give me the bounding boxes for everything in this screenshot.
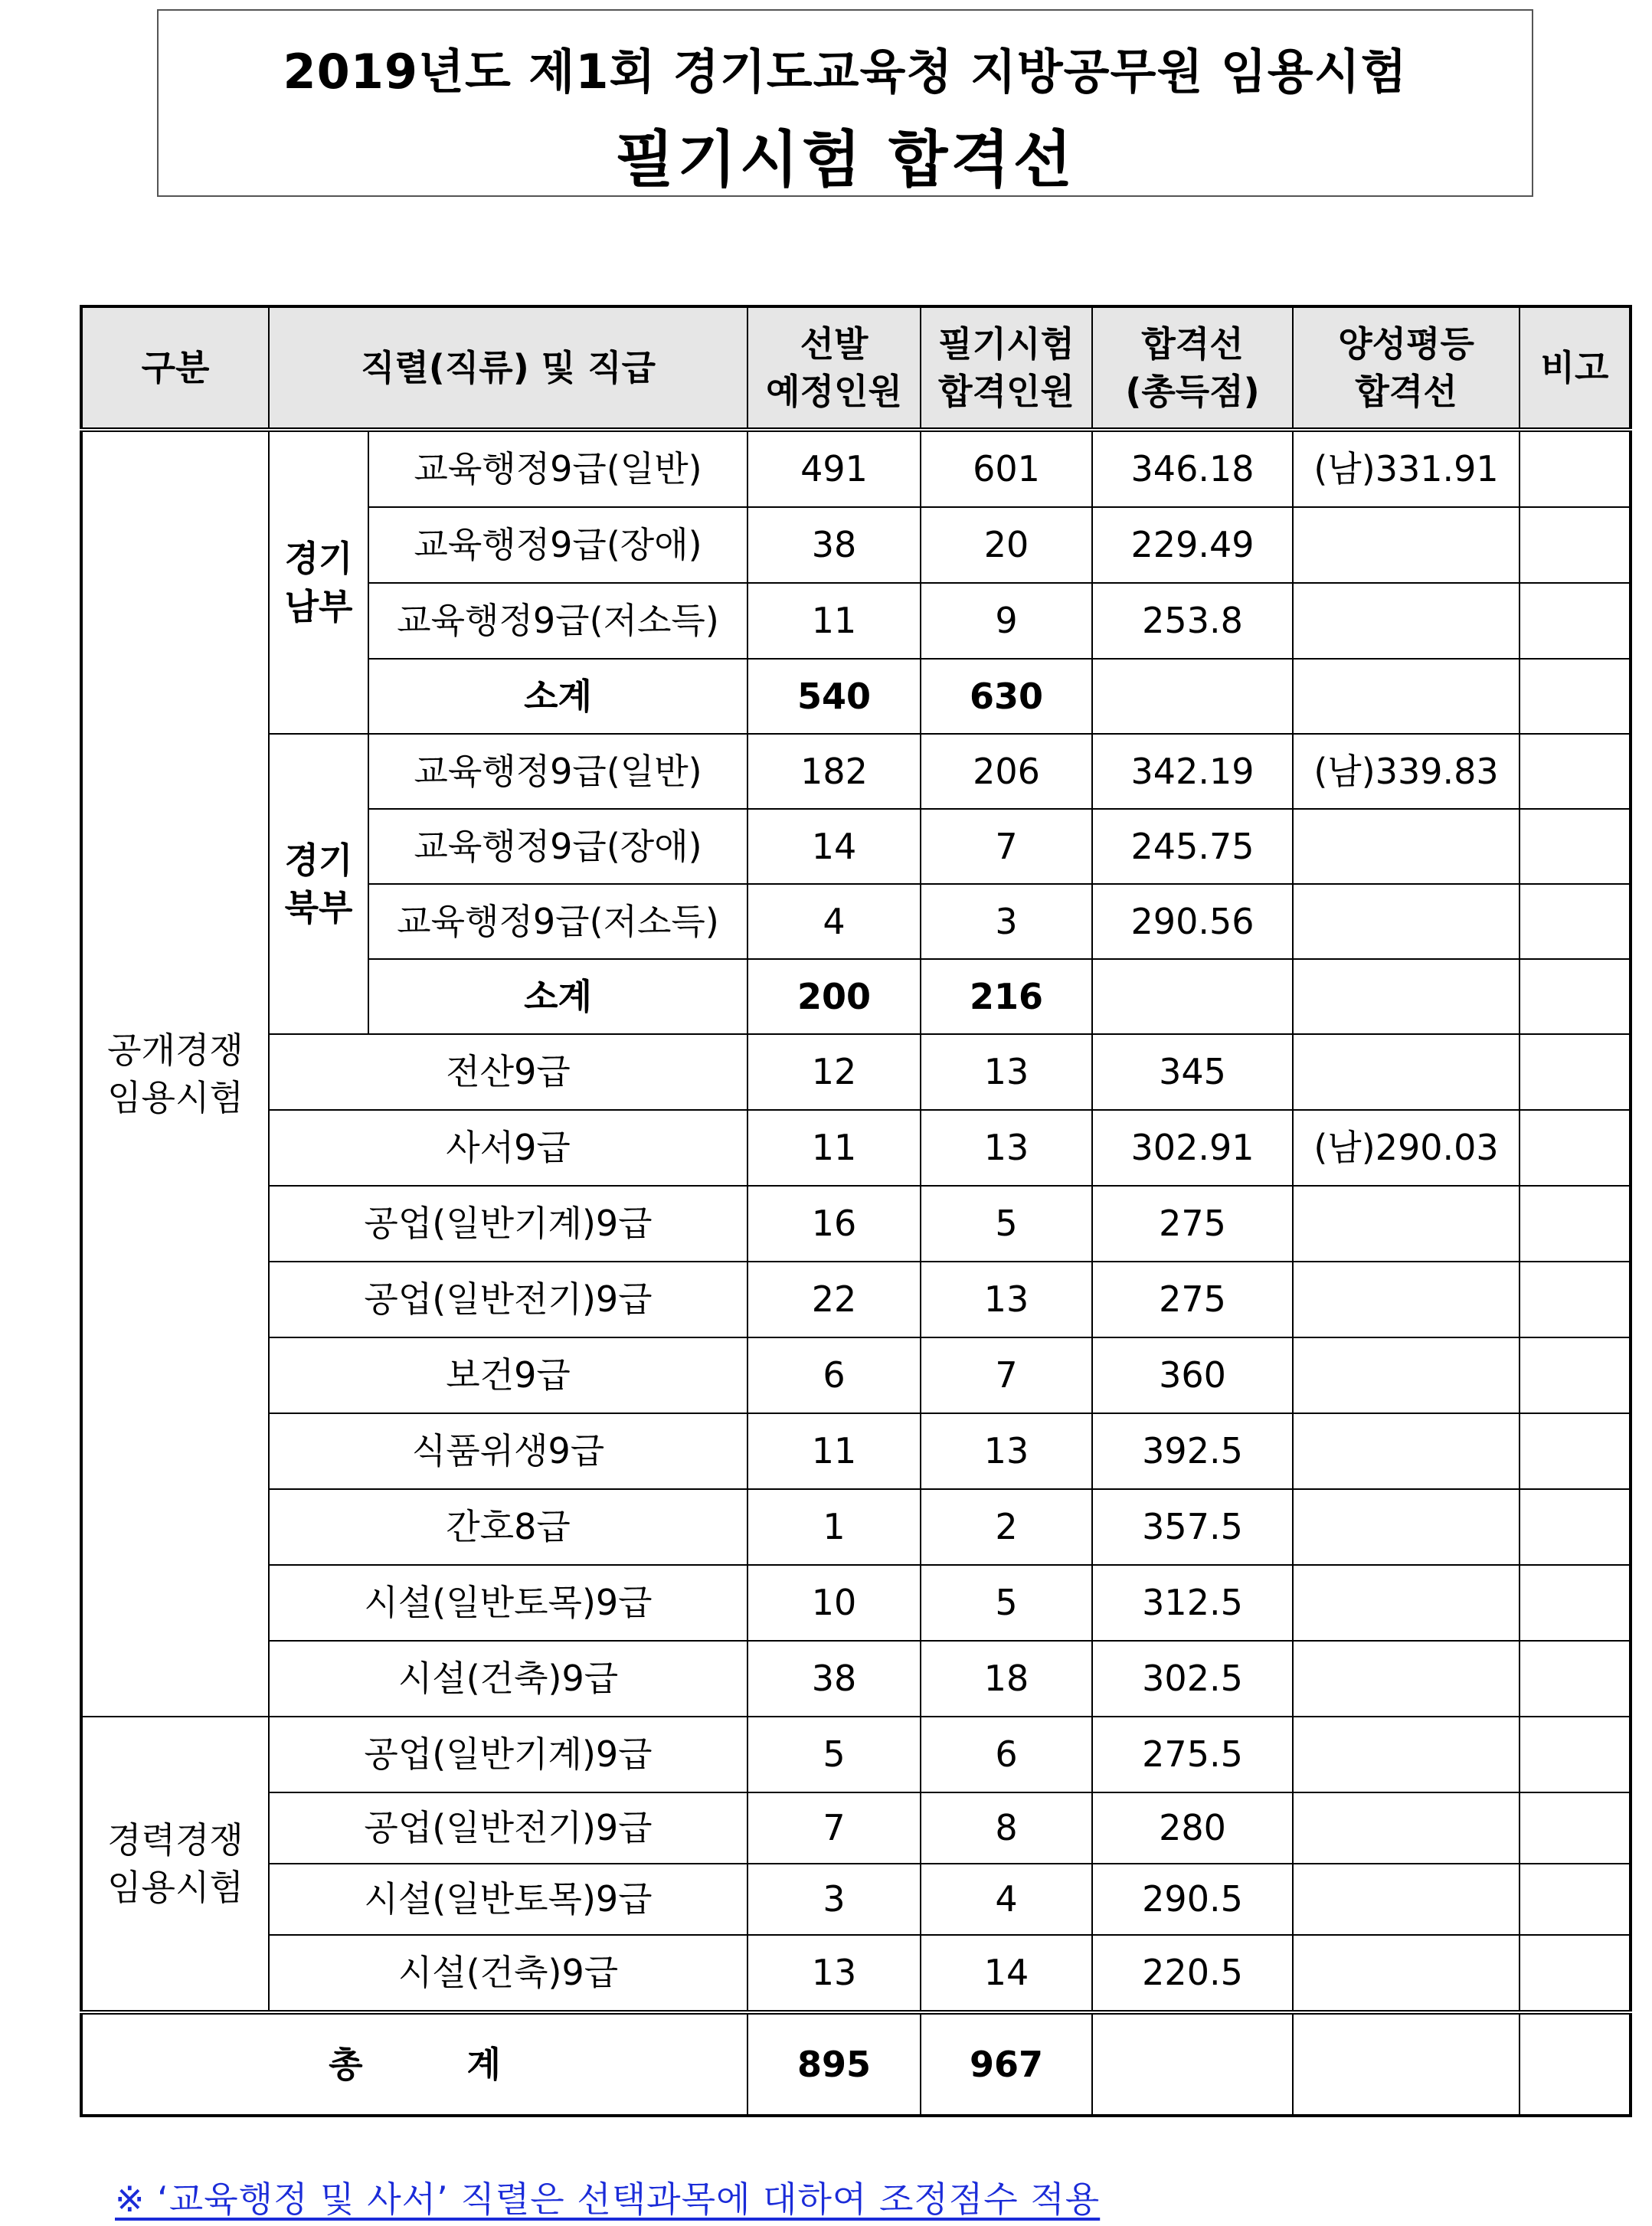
passed-count: 14 bbox=[921, 1935, 1092, 2012]
gender-cutoff bbox=[1293, 1864, 1520, 1935]
total-label: 총 계 bbox=[81, 2012, 747, 2116]
passed-count: 2 bbox=[921, 1489, 1092, 1565]
position-name: 간호8급 bbox=[269, 1489, 747, 1565]
planned-count: 5 bbox=[747, 1717, 921, 1792]
total-passed: 967 bbox=[921, 2012, 1092, 2116]
gender-cutoff: (남)290.03 bbox=[1293, 1110, 1520, 1186]
gender-cutoff bbox=[1293, 507, 1520, 583]
cutoff-score: 392.5 bbox=[1092, 1413, 1293, 1489]
planned-count: 182 bbox=[747, 734, 921, 809]
cutoff-score: 229.49 bbox=[1092, 507, 1293, 583]
note-cell bbox=[1520, 1489, 1631, 1565]
note-cell bbox=[1520, 1935, 1631, 2012]
passed-count: 3 bbox=[921, 884, 1092, 959]
subtotal-planned: 200 bbox=[747, 959, 921, 1034]
passed-count: 6 bbox=[921, 1717, 1092, 1792]
note-cell bbox=[1520, 1413, 1631, 1489]
position-name: 공업(일반전기)9급 bbox=[269, 1262, 747, 1337]
passed-count: 13 bbox=[921, 1034, 1092, 1110]
title-box bbox=[157, 9, 1533, 197]
gender-cutoff bbox=[1293, 1034, 1520, 1110]
header-position: 직렬(직류) 및 직급 bbox=[269, 306, 747, 430]
passed-count: 18 bbox=[921, 1641, 1092, 1717]
passed-count: 206 bbox=[921, 734, 1092, 809]
table-row bbox=[81, 1792, 1631, 1864]
passed-count: 13 bbox=[921, 1413, 1092, 1489]
table-row bbox=[81, 1110, 1631, 1186]
planned-count: 10 bbox=[747, 1565, 921, 1641]
planned-count: 1 bbox=[747, 1489, 921, 1565]
passed-count: 9 bbox=[921, 583, 1092, 659]
results-table bbox=[80, 305, 1632, 2117]
total-planned: 895 bbox=[747, 2012, 921, 2116]
position-name: 교육행정9급(저소득) bbox=[368, 583, 747, 659]
passed-count: 13 bbox=[921, 1110, 1092, 1186]
cutoff-score: 275.5 bbox=[1092, 1717, 1293, 1792]
header-passed: 필기시험 합격인원 bbox=[921, 306, 1092, 430]
subtotal-planned: 540 bbox=[747, 659, 921, 734]
table-row bbox=[81, 1034, 1631, 1110]
note-cell bbox=[1520, 959, 1631, 1034]
note-cell bbox=[1520, 507, 1631, 583]
note-cell bbox=[1520, 1641, 1631, 1717]
cutoff-score: 245.75 bbox=[1092, 809, 1293, 884]
group-career-competition: 경력경쟁 임용시험 bbox=[81, 1717, 269, 2012]
position-name: 공업(일반기계)9급 bbox=[269, 1717, 747, 1792]
note-cell bbox=[1520, 430, 1631, 507]
passed-count: 601 bbox=[921, 430, 1092, 507]
table-row bbox=[81, 1565, 1631, 1641]
planned-count: 6 bbox=[747, 1337, 921, 1413]
cutoff-score: 312.5 bbox=[1092, 1565, 1293, 1641]
cutoff-score: 275 bbox=[1092, 1186, 1293, 1262]
cutoff-score: 346.18 bbox=[1092, 430, 1293, 507]
table-row bbox=[81, 1489, 1631, 1565]
header-note: 비고 bbox=[1520, 306, 1631, 430]
cutoff-score: 290.56 bbox=[1092, 884, 1293, 959]
position-name: 전산9급 bbox=[269, 1034, 747, 1110]
table-row bbox=[81, 1864, 1631, 1935]
planned-count: 12 bbox=[747, 1034, 921, 1110]
cutoff-score: 345 bbox=[1092, 1034, 1293, 1110]
header-cutoff: 합격선 (총득점) bbox=[1092, 306, 1293, 430]
gender-cutoff: (남)339.83 bbox=[1293, 734, 1520, 809]
position-name: 교육행정9급(일반) bbox=[368, 430, 747, 507]
gender-cutoff bbox=[1293, 1717, 1520, 1792]
cutoff-score: 302.91 bbox=[1092, 1110, 1293, 1186]
group-open-competition: 공개경쟁 임용시험 bbox=[81, 430, 269, 1717]
table-header-row bbox=[81, 306, 1631, 430]
note-cell bbox=[1520, 1792, 1631, 1864]
cutoff-score: 253.8 bbox=[1092, 583, 1293, 659]
table-row bbox=[81, 1935, 1631, 2012]
position-name: 교육행정9급(장애) bbox=[368, 507, 747, 583]
cutoff-score bbox=[1092, 659, 1293, 734]
header-category: 구분 bbox=[81, 306, 269, 430]
region-gyeonggi-north: 경기 북부 bbox=[269, 734, 368, 1034]
gender-cutoff bbox=[1293, 1792, 1520, 1864]
gender-cutoff bbox=[1293, 1489, 1520, 1565]
planned-count: 38 bbox=[747, 1641, 921, 1717]
note-cell bbox=[1520, 1186, 1631, 1262]
note-cell bbox=[1520, 659, 1631, 734]
cutoff-score: 220.5 bbox=[1092, 1935, 1293, 2012]
passed-count: 20 bbox=[921, 507, 1092, 583]
gender-cutoff bbox=[1293, 1935, 1520, 2012]
passed-count: 4 bbox=[921, 1864, 1092, 1935]
subtotal-passed: 216 bbox=[921, 959, 1092, 1034]
gender-cutoff bbox=[1293, 583, 1520, 659]
position-name: 시설(건축)9급 bbox=[269, 1641, 747, 1717]
planned-count: 16 bbox=[747, 1186, 921, 1262]
gender-cutoff bbox=[1293, 659, 1520, 734]
table-row bbox=[81, 1641, 1631, 1717]
gender-cutoff bbox=[1293, 1641, 1520, 1717]
position-name: 교육행정9급(일반) bbox=[368, 734, 747, 809]
page-subtitle: 필기시험 합격선 bbox=[615, 124, 1075, 195]
page-title: 2019년도 제1회 경기도교육청 지방공무원 임용시험 bbox=[283, 44, 1408, 100]
cutoff-score: 342.19 bbox=[1092, 734, 1293, 809]
header-gender-cutoff: 양성평등 합격선 bbox=[1293, 306, 1520, 430]
gender-cutoff bbox=[1293, 1337, 1520, 1413]
planned-count: 4 bbox=[747, 884, 921, 959]
cutoff-score: 280 bbox=[1092, 1792, 1293, 1864]
note-cell bbox=[1520, 1110, 1631, 1186]
passed-count: 5 bbox=[921, 1186, 1092, 1262]
planned-count: 13 bbox=[747, 1935, 921, 2012]
gender-cutoff bbox=[1293, 1186, 1520, 1262]
note-cell bbox=[1520, 2012, 1631, 2116]
planned-count: 11 bbox=[747, 583, 921, 659]
table-row bbox=[81, 734, 1631, 809]
table-row bbox=[81, 1262, 1631, 1337]
note-cell bbox=[1520, 583, 1631, 659]
passed-count: 5 bbox=[921, 1565, 1092, 1641]
position-name: 시설(건축)9급 bbox=[269, 1935, 747, 2012]
planned-count: 3 bbox=[747, 1864, 921, 1935]
gender-cutoff bbox=[1293, 1565, 1520, 1641]
gender-cutoff: (남)331.91 bbox=[1293, 430, 1520, 507]
passed-count: 7 bbox=[921, 809, 1092, 884]
cutoff-score bbox=[1092, 959, 1293, 1034]
gender-cutoff bbox=[1293, 2012, 1520, 2116]
note-cell bbox=[1520, 1717, 1631, 1792]
note-cell bbox=[1520, 1565, 1631, 1641]
position-name: 시설(일반토목)9급 bbox=[269, 1864, 747, 1935]
header-planned: 선발 예정인원 bbox=[747, 306, 921, 430]
cutoff-score: 357.5 bbox=[1092, 1489, 1293, 1565]
note-cell bbox=[1520, 809, 1631, 884]
cutoff-score: 290.5 bbox=[1092, 1864, 1293, 1935]
gender-cutoff bbox=[1293, 959, 1520, 1034]
planned-count: 14 bbox=[747, 809, 921, 884]
table-row bbox=[81, 1413, 1631, 1489]
planned-count: 491 bbox=[747, 430, 921, 507]
position-name: 교육행정9급(저소득) bbox=[368, 884, 747, 959]
table-row bbox=[81, 1337, 1631, 1413]
cutoff-score: 302.5 bbox=[1092, 1641, 1293, 1717]
note-cell bbox=[1520, 1262, 1631, 1337]
cutoff-score: 360 bbox=[1092, 1337, 1293, 1413]
note-cell bbox=[1520, 734, 1631, 809]
subtotal-label: 소계 bbox=[368, 959, 747, 1034]
position-name: 보건9급 bbox=[269, 1337, 747, 1413]
gender-cutoff bbox=[1293, 884, 1520, 959]
planned-count: 7 bbox=[747, 1792, 921, 1864]
table-row bbox=[81, 430, 1631, 507]
region-gyeonggi-south: 경기 남부 bbox=[269, 430, 368, 734]
position-name: 공업(일반기계)9급 bbox=[269, 1186, 747, 1262]
total-row bbox=[81, 2012, 1631, 2116]
gender-cutoff bbox=[1293, 1413, 1520, 1489]
planned-count: 38 bbox=[747, 507, 921, 583]
cutoff-score bbox=[1092, 2012, 1293, 2116]
subtotal-label: 소계 bbox=[368, 659, 747, 734]
position-name: 사서9급 bbox=[269, 1110, 747, 1186]
planned-count: 22 bbox=[747, 1262, 921, 1337]
planned-count: 11 bbox=[747, 1413, 921, 1489]
gender-cutoff bbox=[1293, 1262, 1520, 1337]
cutoff-score: 275 bbox=[1092, 1262, 1293, 1337]
gender-cutoff bbox=[1293, 809, 1520, 884]
planned-count: 11 bbox=[747, 1110, 921, 1186]
subtotal-passed: 630 bbox=[921, 659, 1092, 734]
note-cell bbox=[1520, 1034, 1631, 1110]
position-name: 식품위생9급 bbox=[269, 1413, 747, 1489]
note-cell bbox=[1520, 884, 1631, 959]
note-cell bbox=[1520, 1337, 1631, 1413]
passed-count: 13 bbox=[921, 1262, 1092, 1337]
table-row bbox=[81, 1186, 1631, 1262]
table-row bbox=[81, 1717, 1631, 1792]
position-name: 시설(일반토목)9급 bbox=[269, 1565, 747, 1641]
note-cell bbox=[1520, 1864, 1631, 1935]
passed-count: 7 bbox=[921, 1337, 1092, 1413]
footnote: ※ ‘교육행정 및 사서’ 직렬은 선택과목에 대하여 조정점수 적용 bbox=[115, 2179, 1101, 2220]
position-name: 교육행정9급(장애) bbox=[368, 809, 747, 884]
passed-count: 8 bbox=[921, 1792, 1092, 1864]
position-name: 공업(일반전기)9급 bbox=[269, 1792, 747, 1864]
